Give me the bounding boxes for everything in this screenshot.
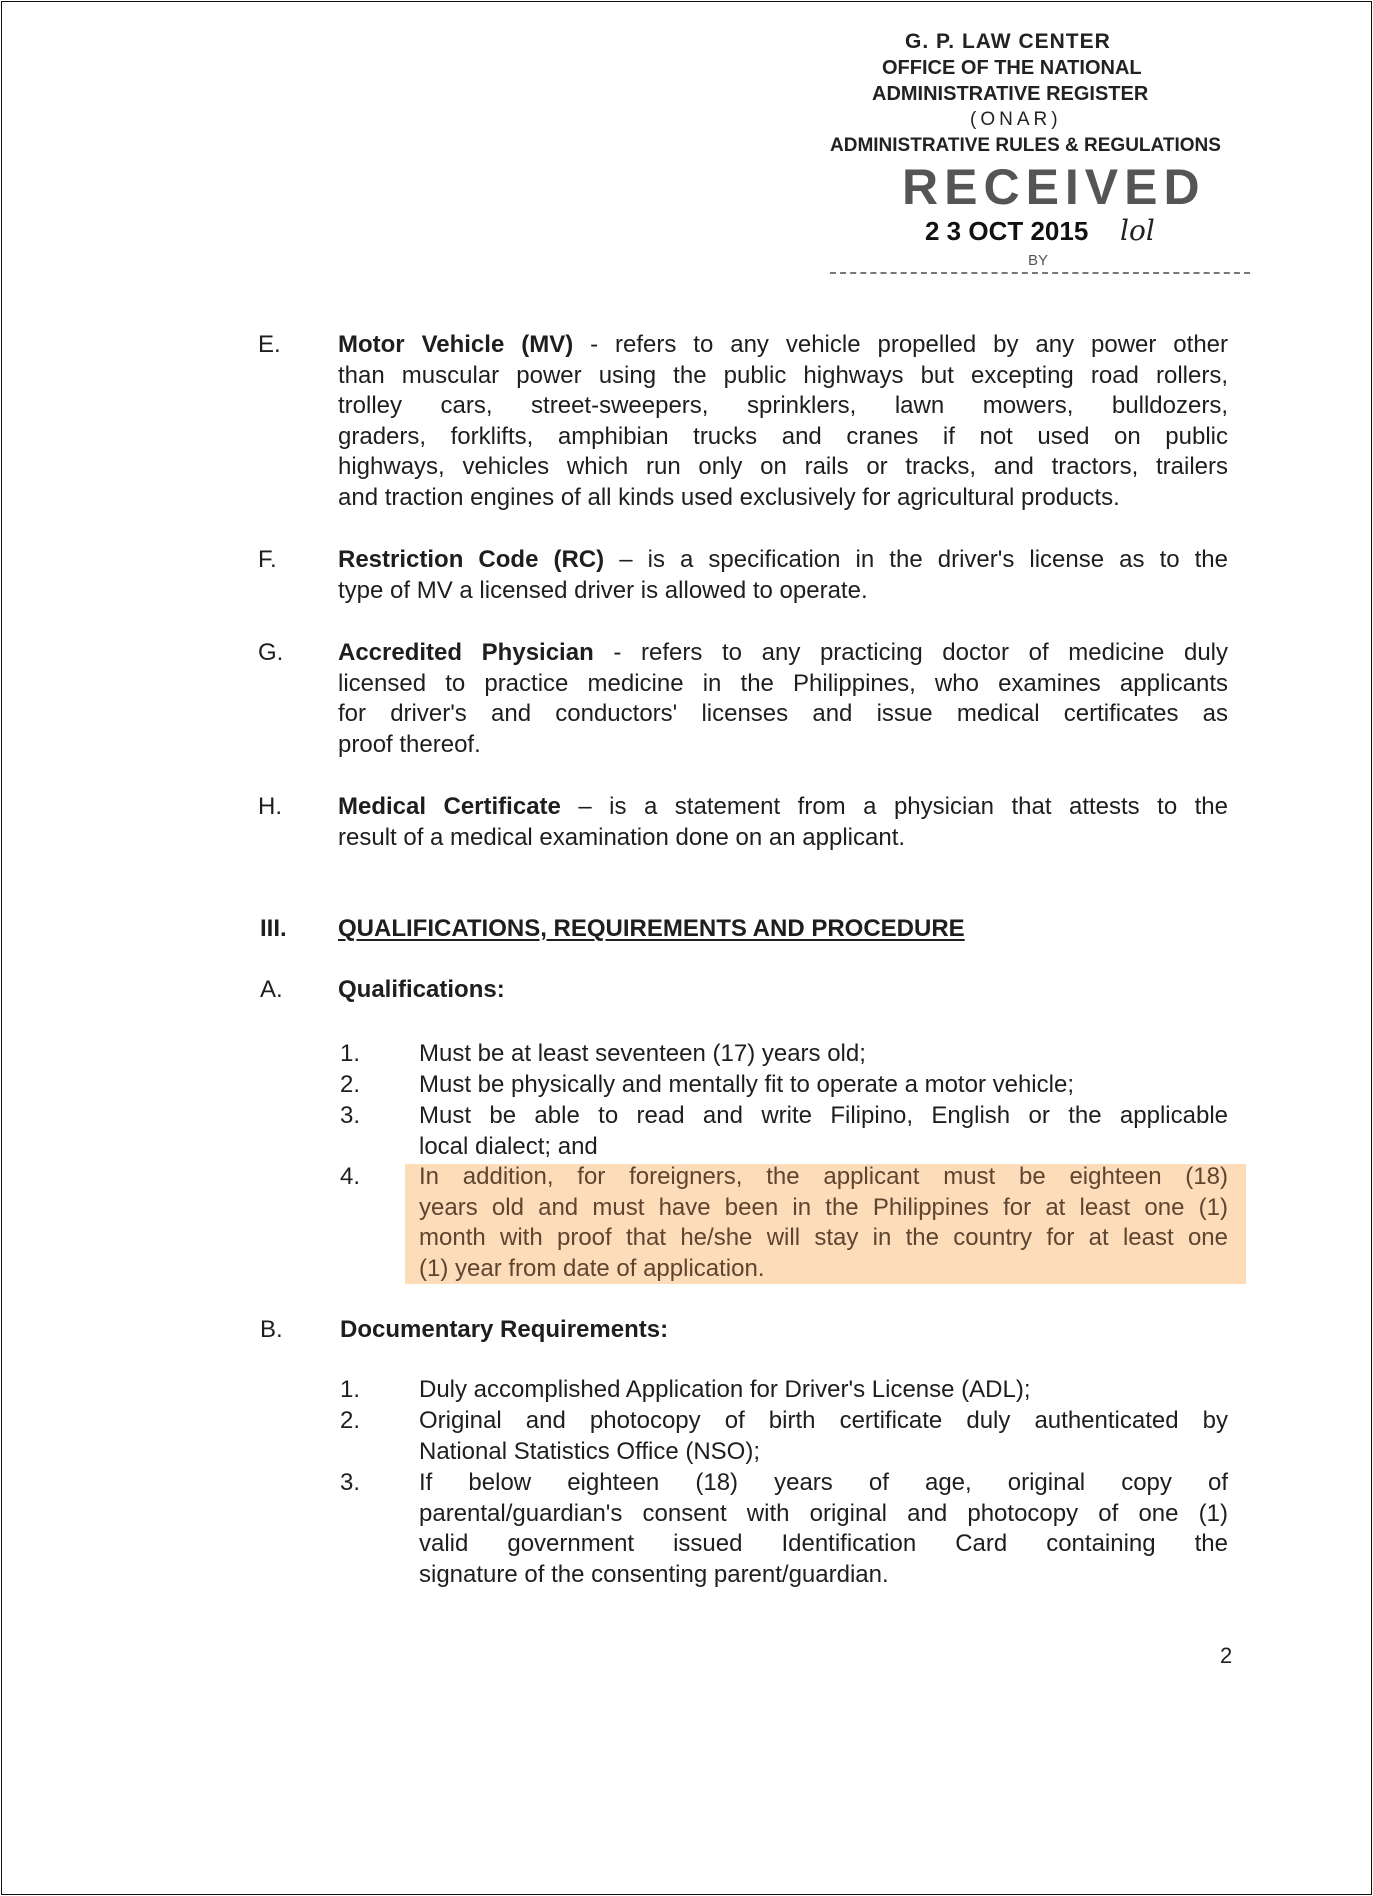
text-line (419, 1499, 1228, 1530)
paragraph (419, 1070, 1228, 1101)
line-text: - refers to any practicing doctor of medicine duly (593, 639, 1228, 666)
line-text: highways, vehicles which run only on rails or tracks, and tractors, trailers (338, 453, 1228, 480)
line-text: than muscular power using the public highways but excepting road rollers, (338, 361, 1228, 389)
text-line (419, 1254, 1228, 1285)
subsection-title: Documentary Requirements: (340, 1316, 669, 1343)
line-text: signature of the consenting parent/guardian. (419, 1560, 889, 1588)
section-label-G: G. (258, 639, 284, 666)
line-text: licensed to practice medicine in the Philippines, who examines applicants (338, 669, 1228, 697)
line-text: parental/guardian's consent with original and photocopy of one (1) (419, 1499, 1228, 1527)
text-line (338, 730, 1228, 761)
text-line (419, 1162, 1228, 1193)
text-line (338, 361, 1228, 392)
subsection-label: A. (260, 976, 283, 1003)
subsection-title: Qualifications: (338, 976, 505, 1003)
line-text: – is a statement from a physician that attests to the (560, 793, 1229, 820)
line-text: (1) year from date of application. (419, 1254, 765, 1282)
text-line (338, 545, 1228, 576)
defined-term: Accredited Physician (338, 639, 594, 666)
line-text: years old and must have been in the Philippines for at least one (1) (419, 1193, 1228, 1221)
section-label-F: F. (258, 546, 277, 573)
text-line (338, 452, 1228, 483)
stamp-line: OFFICE OF THE NATIONAL (882, 57, 1142, 79)
line-text: Must be physically and mentally fit to operate a motor vehicle; (419, 1071, 1074, 1098)
text-line (338, 669, 1228, 700)
section-label-E: E. (258, 331, 281, 358)
text-line (338, 699, 1228, 730)
line-text: type of MV a licensed driver is allowed to operate. (338, 576, 868, 604)
paragraph (419, 1375, 1228, 1406)
line-text: and traction engines of all kinds used exclusively for agricultural products. (338, 483, 1120, 511)
defined-term: Motor Vehicle (MV) (338, 331, 574, 358)
stamp-line: ADMINISTRATIVE REGISTER (872, 83, 1149, 105)
text-line (419, 1193, 1228, 1224)
line-text: result of a medical examination done on an applicant. (338, 823, 906, 851)
text-line (338, 576, 1228, 607)
line-text: Must be able to read and write Filipino, English or the applicable (419, 1102, 1228, 1129)
paragraph (338, 330, 1228, 513)
stamp-initials: lol (1120, 214, 1155, 247)
list-number: 2. (340, 1071, 361, 1098)
text-line (419, 1223, 1228, 1254)
stamp-date: 2 3 OCT 2015 (925, 216, 1089, 246)
text-line (338, 391, 1228, 422)
paragraph (338, 792, 1228, 853)
paragraph (419, 1162, 1228, 1284)
list-number: 2. (340, 1407, 361, 1434)
section-label-H: H. (258, 793, 282, 820)
text-line (419, 1529, 1228, 1560)
list-number: 1. (340, 1040, 361, 1067)
text-line (338, 823, 1228, 854)
text-line (419, 1437, 1228, 1468)
line-text: Must be at least seventeen (17) years old; (419, 1040, 866, 1067)
text-line (419, 1560, 1228, 1591)
paragraph (419, 1039, 1228, 1070)
text-line (338, 330, 1228, 361)
line-text: for driver's and conductors' licenses and issue medical certificates as (338, 700, 1228, 727)
line-text: proof thereof. (338, 730, 481, 758)
part-label: III. (260, 915, 287, 942)
list-number: 3. (340, 1469, 361, 1496)
text-line (419, 1375, 1228, 1406)
text-line (419, 1406, 1228, 1437)
list-number: 3. (340, 1102, 361, 1129)
stamp-line: ADMINISTRATIVE RULES & REGULATIONS (830, 135, 1221, 156)
text-line (338, 483, 1228, 514)
paragraph (338, 545, 1228, 606)
line-text: graders, forklifts, amphibian trucks and cranes if not used on public (338, 422, 1228, 450)
line-text: – is a specification in the driver's license as to the (604, 546, 1229, 573)
text-line (338, 792, 1228, 823)
text-line (419, 1101, 1228, 1132)
defined-term: Restriction Code (RC) (338, 546, 605, 573)
defined-term: Medical Certificate (338, 793, 561, 820)
line-text: month with proof that he/she will stay in the country for at least one (419, 1224, 1228, 1251)
text-line (419, 1039, 1228, 1070)
text-line (419, 1070, 1228, 1101)
line-text: National Statistics Office (NSO); (419, 1437, 760, 1465)
line-text: - refers to any vehicle propelled by any power other (573, 331, 1229, 358)
line-text: trolley cars, street-sweepers, sprinklers, lawn mowers, bulldozers, (338, 392, 1228, 419)
text-line (419, 1468, 1228, 1499)
paragraph (419, 1406, 1228, 1467)
stamp-by: BY (1025, 252, 1051, 270)
paragraph (419, 1101, 1228, 1162)
line-text: If below eighteen (18) years of age, original copy of (419, 1469, 1228, 1496)
stamp-line: (ONAR) (970, 109, 1062, 130)
received-stamp (820, 20, 1260, 290)
paragraph (338, 638, 1228, 760)
line-text: local dialect; and (419, 1132, 598, 1160)
list-number: 4. (340, 1163, 361, 1190)
part-title: QUALIFICATIONS, REQUIREMENTS AND PROCEDURE (338, 915, 965, 942)
list-number: 1. (340, 1376, 361, 1403)
stamp-received: RECEIVED (902, 159, 1206, 215)
stamp-rule (830, 272, 1250, 274)
paragraph (419, 1468, 1228, 1590)
line-text: valid government issued Identification Card containing the (419, 1530, 1228, 1557)
line-text: Duly accomplished Application for Driver's License (ADL); (419, 1376, 1031, 1403)
line-text: In addition, for foreigners, the applicant must be eighteen (18) (419, 1163, 1228, 1190)
subsection-label: B. (260, 1316, 283, 1343)
stamp-line: G. P. LAW CENTER (905, 30, 1111, 53)
page-number: 2 (1220, 1643, 1233, 1668)
text-line (338, 422, 1228, 453)
line-text: Original and photocopy of birth certificate duly authenticated by (419, 1407, 1228, 1434)
text-line (338, 638, 1228, 669)
text-line (419, 1132, 1228, 1163)
